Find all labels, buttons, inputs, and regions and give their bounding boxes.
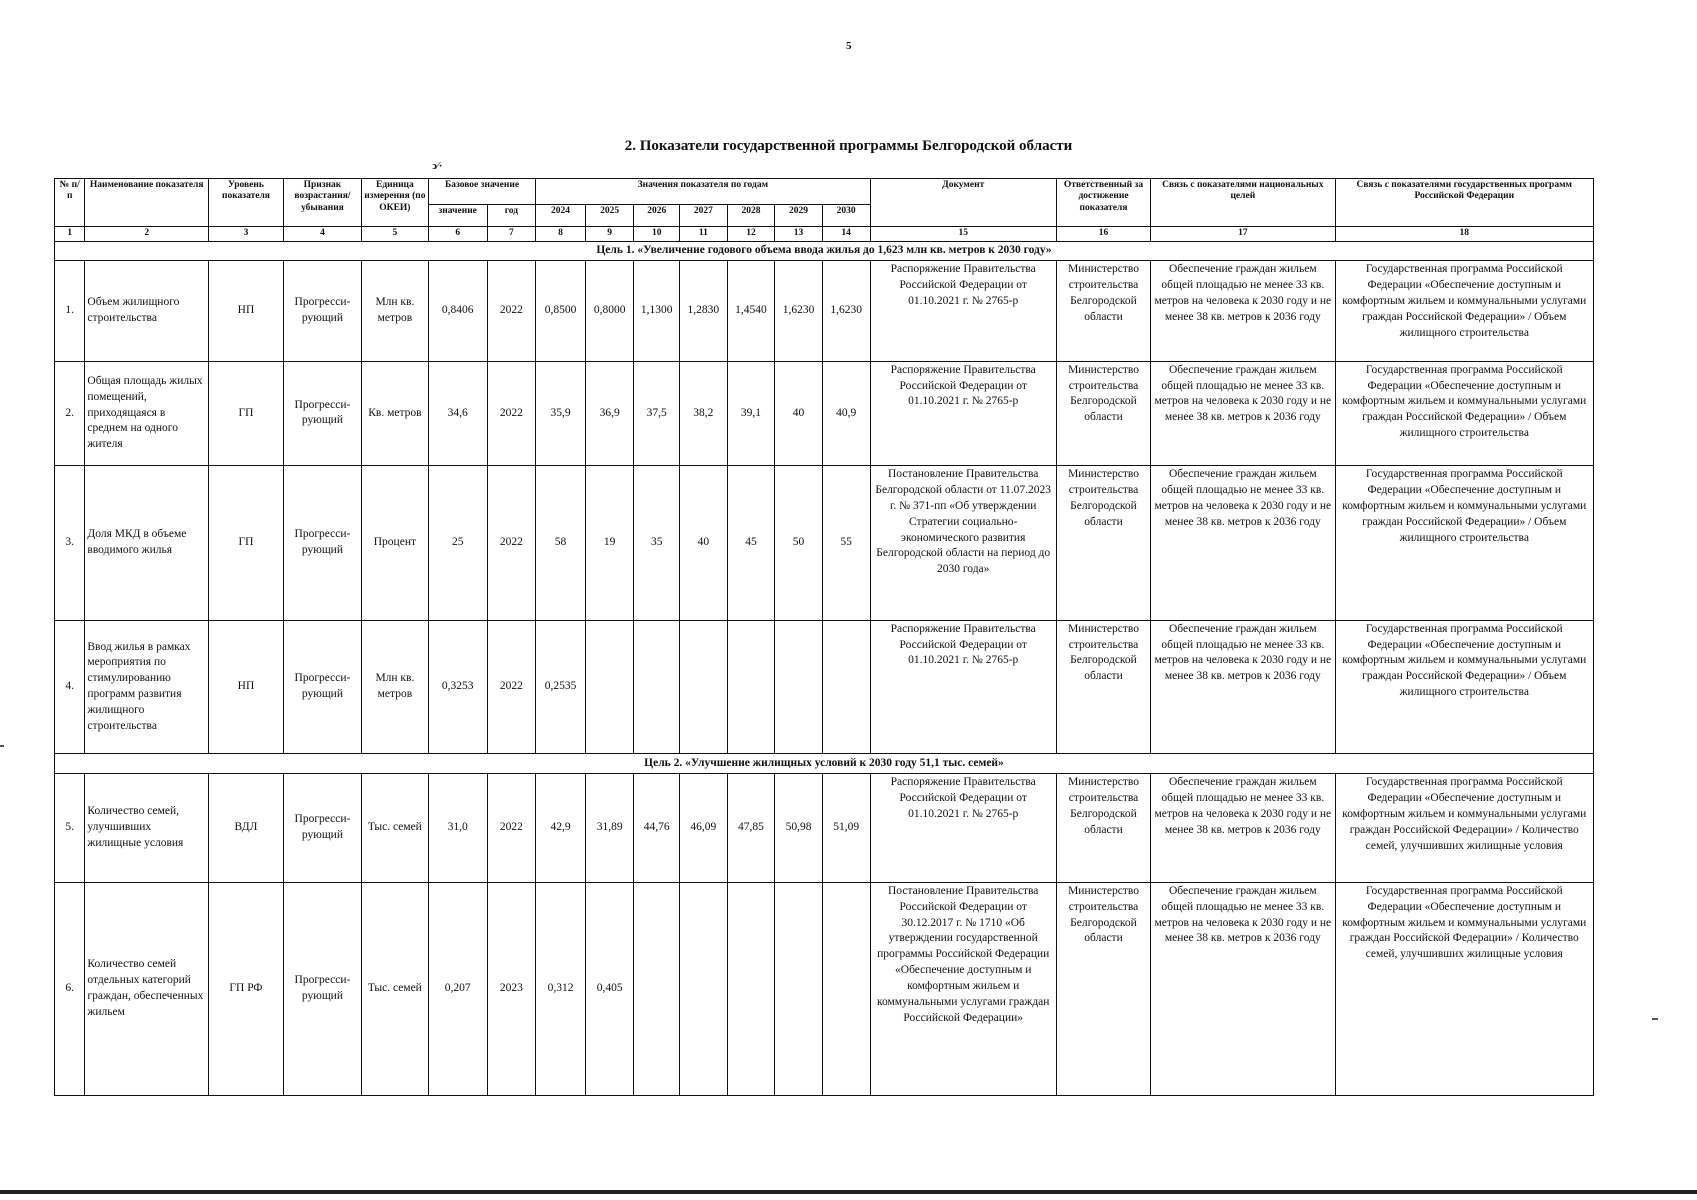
year-value xyxy=(585,620,634,754)
col-number: 6 xyxy=(428,227,487,242)
col-number: 14 xyxy=(822,227,870,242)
header-year: 2029 xyxy=(775,205,823,227)
year-value: 50,98 xyxy=(775,774,823,883)
header-year: 2027 xyxy=(680,205,728,227)
year-value: 37,5 xyxy=(634,361,680,465)
year-value: 1,2830 xyxy=(680,261,728,361)
document-reference: Распоряжение Правительства Российской Федерации от 01.10.2021 г. № 2765-р xyxy=(870,361,1056,465)
table-row xyxy=(55,774,1594,883)
base-value: 25 xyxy=(428,466,487,621)
table-row xyxy=(55,882,1594,1095)
header-years-title: Значения показателя по годам xyxy=(536,179,870,205)
header-name: Наименование показателя xyxy=(85,179,209,227)
document-reference: Распоряжение Правительства Российской Федерации от 01.10.2021 г. № 2765-р xyxy=(870,261,1056,361)
row-number: 6. xyxy=(55,882,85,1095)
indicator-level: НП xyxy=(208,620,283,754)
row-number: 1. xyxy=(55,261,85,361)
base-year: 2022 xyxy=(487,361,536,465)
header-base: Базовое значение xyxy=(428,179,535,205)
year-value: 58 xyxy=(536,466,586,621)
col-number: 17 xyxy=(1151,227,1335,242)
year-value: 51,09 xyxy=(822,774,870,883)
year-value xyxy=(680,882,728,1095)
year-value: 0,405 xyxy=(585,882,634,1095)
header-base-year: год xyxy=(487,205,536,227)
indicators-table xyxy=(54,178,1594,1096)
year-value xyxy=(822,620,870,754)
indicator-level: ГП xyxy=(208,466,283,621)
header-year: 2024 xyxy=(536,205,586,227)
indicator-sign: Прогресси-рующий xyxy=(283,882,361,1095)
indicator-name: Объем жилищного строительства xyxy=(85,261,209,361)
national-goal-link: Обеспечение граждан жильем общей площадью не менее 33 кв. метров на человека к 2030 году и не менее 38 кв. метров к 2036 году xyxy=(1151,466,1335,621)
header-national-goals: Связь с показателями национальных целей xyxy=(1151,179,1335,227)
indicator-level: ГП РФ xyxy=(208,882,283,1095)
header-base-value: значение xyxy=(428,205,487,227)
year-value: 35,9 xyxy=(536,361,586,465)
year-value: 55 xyxy=(822,466,870,621)
indicator-name: Общая площадь жилых помещений, приходящаяся в среднем на одного жителя xyxy=(85,361,209,465)
col-number: 13 xyxy=(775,227,823,242)
scan-artifact xyxy=(1652,1018,1658,1020)
table-row xyxy=(55,620,1594,754)
year-value: 0,312 xyxy=(536,882,586,1095)
year-value: 45 xyxy=(727,466,775,621)
indicator-sign: Прогресси-рующий xyxy=(283,261,361,361)
header-sign: Признак возрастания/ убывания xyxy=(283,179,361,227)
year-value: 19 xyxy=(585,466,634,621)
col-number: 2 xyxy=(85,227,209,242)
year-value: 0,8000 xyxy=(585,261,634,361)
bottom-border-line xyxy=(0,1190,1697,1194)
year-value xyxy=(634,620,680,754)
responsible-body: Министерство строительства Белгородской области xyxy=(1056,774,1150,883)
header-level: Уровень показателя xyxy=(208,179,283,227)
base-year: 2022 xyxy=(487,466,536,621)
header-year: 2026 xyxy=(634,205,680,227)
national-goal-link: Обеспечение граждан жильем общей площадью не менее 33 кв. метров на человека к 2030 году и не менее 38 кв. метров к 2036 году xyxy=(1151,620,1335,754)
base-year: 2022 xyxy=(487,620,536,754)
handwritten-mark: ↄ⁄· xyxy=(432,160,443,172)
national-goal-link: Обеспечение граждан жильем общей площадью не менее 33 кв. метров на человека к 2030 году и не менее 38 кв. метров к 2036 году xyxy=(1151,261,1335,361)
year-value xyxy=(634,882,680,1095)
year-value: 44,76 xyxy=(634,774,680,883)
year-value xyxy=(822,882,870,1095)
page-number: 5 xyxy=(846,40,852,52)
national-goal-link: Обеспечение граждан жильем общей площадью не менее 33 кв. метров на человека к 2030 году и не менее 38 кв. метров к 2036 году xyxy=(1151,361,1335,465)
col-number: 7 xyxy=(487,227,536,242)
col-number: 15 xyxy=(870,227,1056,242)
responsible-body: Министерство строительства Белгородской области xyxy=(1056,361,1150,465)
row-number: 2. xyxy=(55,361,85,465)
year-value: 1,4540 xyxy=(727,261,775,361)
year-value: 1,6230 xyxy=(775,261,823,361)
col-number: 12 xyxy=(727,227,775,242)
base-value: 31,0 xyxy=(428,774,487,883)
indicator-name: Количество семей, улучшивших жилищные условия xyxy=(85,774,209,883)
header-year: 2028 xyxy=(727,205,775,227)
header-state-programs: Связь с показателями государственных программ Российской Федерации xyxy=(1335,179,1593,227)
row-number: 5. xyxy=(55,774,85,883)
national-goal-link: Обеспечение граждан жильем общей площадью не менее 33 кв. метров на человека к 2030 году и не менее 38 кв. метров к 2036 году xyxy=(1151,774,1335,883)
col-number: 10 xyxy=(634,227,680,242)
base-year: 2022 xyxy=(487,774,536,883)
state-program-link: Государственная программа Российской Федерации «Обеспечение доступным и комфортным жильем и коммунальными услугами граждан Российской Федерации» / Объем жилищного строительства xyxy=(1335,466,1593,621)
row-number: 4. xyxy=(55,620,85,754)
year-value xyxy=(680,620,728,754)
table-row xyxy=(55,261,1594,361)
year-value: 0,8500 xyxy=(536,261,586,361)
year-value: 40 xyxy=(680,466,728,621)
header-year: 2025 xyxy=(585,205,634,227)
base-year: 2022 xyxy=(487,261,536,361)
year-value: 38,2 xyxy=(680,361,728,465)
goal-row xyxy=(55,754,1594,774)
base-year: 2023 xyxy=(487,882,536,1095)
header-unit: Единица измерения (по ОКЕИ) xyxy=(361,179,428,227)
table-row xyxy=(55,466,1594,621)
scan-artifact xyxy=(0,745,4,747)
page-title: 2. Показатели государственной программы Белгородской области xyxy=(624,138,1073,154)
header-num: № п/п xyxy=(55,179,85,227)
col-number: 1 xyxy=(55,227,85,242)
col-number: 11 xyxy=(680,227,728,242)
state-program-link: Государственная программа Российской Федерации «Обеспечение доступным и комфортным жильем и коммунальными услугами граждан Российской Федерации» / Количество семей, улучшивших жилищные условия xyxy=(1335,882,1593,1095)
col-number: 3 xyxy=(208,227,283,242)
year-value: 47,85 xyxy=(727,774,775,883)
indicator-name: Количество семей отдельных категорий граждан, обеспеченных жильем xyxy=(85,882,209,1095)
base-value: 0,207 xyxy=(428,882,487,1095)
responsible-body: Министерство строительства Белгородской области xyxy=(1056,882,1150,1095)
header-year: 2030 xyxy=(822,205,870,227)
indicator-unit: Кв. метров xyxy=(361,361,428,465)
state-program-link: Государственная программа Российской Федерации «Обеспечение доступным и комфортным жильем и коммунальными услугами граждан Российской Федерации» / Объем жилищного строительства xyxy=(1335,620,1593,754)
indicator-level: ГП xyxy=(208,361,283,465)
indicator-unit: Тыс. семей xyxy=(361,882,428,1095)
indicator-unit: Процент xyxy=(361,466,428,621)
document-reference: Постановление Правительства Российской Федерации от 30.12.2017 г. № 1710 «Об утверждении государственной программы Российской Федерации «Обеспечение доступным и комфортным жильем и коммунальными услугами граждан Российской Федерации» xyxy=(870,882,1056,1095)
indicator-level: НП xyxy=(208,261,283,361)
header-responsible: Ответственный за достижение показателя xyxy=(1056,179,1150,227)
responsible-body: Министерство строительства Белгородской области xyxy=(1056,466,1150,621)
row-number: 3. xyxy=(55,466,85,621)
col-number: 9 xyxy=(585,227,634,242)
national-goal-link: Обеспечение граждан жильем общей площадью не менее 33 кв. метров на человека к 2030 году и не менее 38 кв. метров к 2036 году xyxy=(1151,882,1335,1095)
responsible-body: Министерство строительства Белгородской области xyxy=(1056,620,1150,754)
year-value: 40 xyxy=(775,361,823,465)
year-value: 35 xyxy=(634,466,680,621)
year-value: 46,09 xyxy=(680,774,728,883)
col-number: 8 xyxy=(536,227,586,242)
state-program-link: Государственная программа Российской Федерации «Обеспечение доступным и комфортным жильем и коммунальными услугами граждан Российской Федерации» / Объем жилищного строительства xyxy=(1335,361,1593,465)
indicator-level: ВДЛ xyxy=(208,774,283,883)
year-value xyxy=(775,882,823,1095)
year-value xyxy=(727,882,775,1095)
year-value: 50 xyxy=(775,466,823,621)
document-reference: Постановление Правительства Белгородской области от 11.07.2023 г. № 371-пп «Об утверждении Стратегии социально-экономического развития Белгородской области на период до 2030 года» xyxy=(870,466,1056,621)
col-number: 4 xyxy=(283,227,361,242)
indicator-name: Ввод жилья в рамках мероприятия по стимулированию программ развития жилищного строительства xyxy=(85,620,209,754)
year-value: 1,6230 xyxy=(822,261,870,361)
base-value: 34,6 xyxy=(428,361,487,465)
indicator-unit: Млн кв. метров xyxy=(361,620,428,754)
indicator-sign: Прогресси-рующий xyxy=(283,774,361,883)
indicator-sign: Прогресси-рующий xyxy=(283,466,361,621)
base-value: 0,8406 xyxy=(428,261,487,361)
table-row xyxy=(55,361,1594,465)
state-program-link: Государственная программа Российской Федерации «Обеспечение доступным и комфортным жильем и коммунальными услугами граждан Российской Федерации» / Объем жилищного строительства xyxy=(1335,261,1593,361)
col-number: 5 xyxy=(361,227,428,242)
year-value: 40,9 xyxy=(822,361,870,465)
col-number: 16 xyxy=(1056,227,1150,242)
document-reference: Распоряжение Правительства Российской Федерации от 01.10.2021 г. № 2765-р xyxy=(870,620,1056,754)
year-value: 1,1300 xyxy=(634,261,680,361)
col-number: 18 xyxy=(1335,227,1593,242)
year-value: 42,9 xyxy=(536,774,586,883)
year-value: 31,89 xyxy=(585,774,634,883)
goal-row xyxy=(55,241,1594,261)
header-document: Документ xyxy=(870,179,1056,227)
indicator-unit: Тыс. семей xyxy=(361,774,428,883)
indicator-name: Доля МКД в объеме вводимого жилья xyxy=(85,466,209,621)
indicator-unit: Млн кв. метров xyxy=(361,261,428,361)
goal-text: Цель 2. «Улучшение жилищных условий к 2030 году 51,1 тыс. семей» xyxy=(55,754,1594,774)
state-program-link: Государственная программа Российской Федерации «Обеспечение доступным и комфортным жильем и коммунальными услугами граждан Российской Федерации» / Количество семей, улучшивших жилищные условия xyxy=(1335,774,1593,883)
year-value xyxy=(775,620,823,754)
year-value: 36,9 xyxy=(585,361,634,465)
base-value: 0,3253 xyxy=(428,620,487,754)
document-reference: Распоряжение Правительства Российской Федерации от 01.10.2021 г. № 2765-р xyxy=(870,774,1056,883)
indicator-sign: Прогресси-рующий xyxy=(283,620,361,754)
year-value: 0,2535 xyxy=(536,620,586,754)
year-value xyxy=(727,620,775,754)
responsible-body: Министерство строительства Белгородской области xyxy=(1056,261,1150,361)
indicator-sign: Прогресси-рующий xyxy=(283,361,361,465)
year-value: 39,1 xyxy=(727,361,775,465)
goal-text: Цель 1. «Увеличение годового объема ввода жилья до 1,623 млн кв. метров к 2030 году» xyxy=(55,241,1594,261)
